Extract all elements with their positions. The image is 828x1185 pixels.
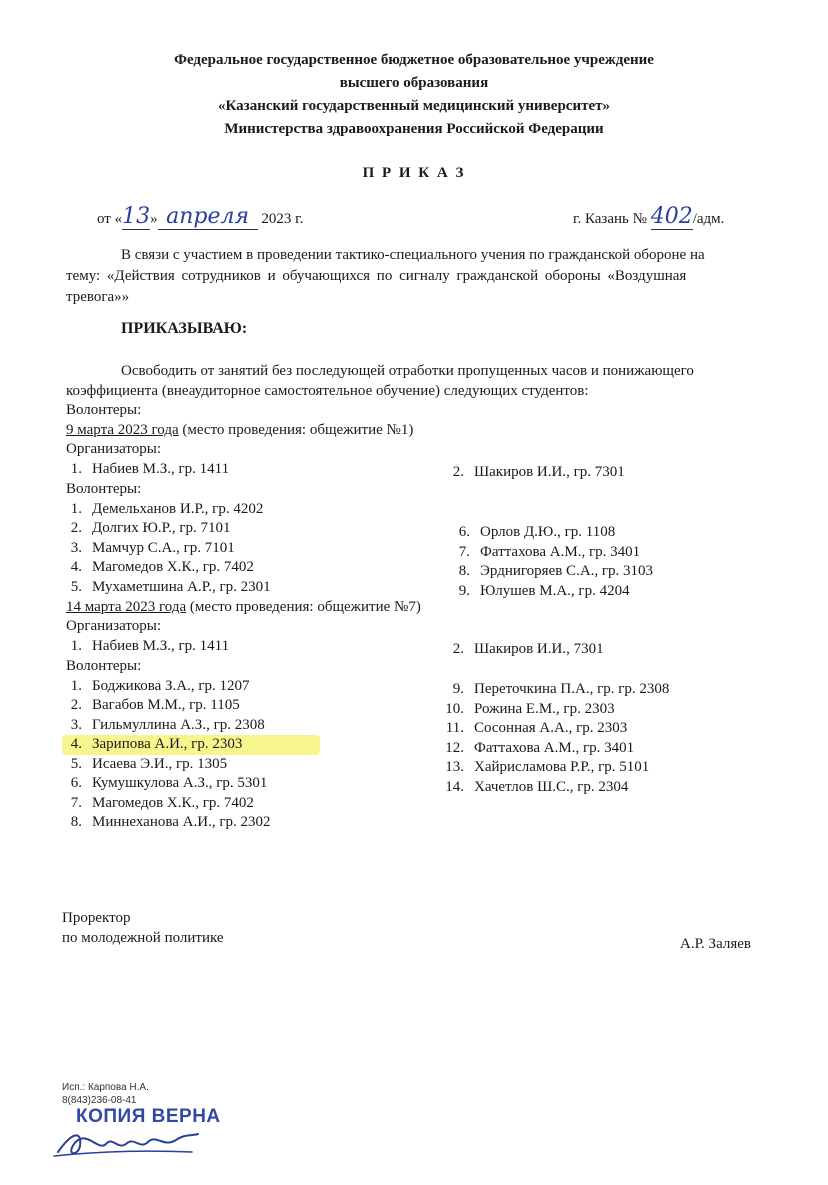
event2-volunteer-item: 6. Кумушкулова А.З., гр. 5301 [70,775,268,791]
event2-volunteer-item: 7. Магомедов Х.К., гр. 7402 [70,795,254,811]
event2-volunteer-item-highlighted: 4. Зарипова А.И., гр. 2303 [70,736,243,752]
event1-header [66,422,413,439]
institution-line-3: «Казанский государственный медицинский университет» [218,98,610,114]
handwritten-day: 13 [122,204,151,229]
handwritten-number: 402 [650,204,693,229]
event2-volunteer-item: 1. Боджикова З.А., гр. 1207 [70,678,250,694]
event2-volunteer-item: 3. Гильмуллина А.З., гр. 2308 [70,717,265,733]
event1-volunteer-item: 4. Магомедов Х.К., гр. 7402 [70,559,254,575]
event2-date: 14 марта 2023 года [66,599,187,615]
handwritten-month: апреля [158,204,258,230]
executor-phone: 8(843)236-08-41 [62,1095,137,1106]
event2-volunteer-item: 5. Исаева Э.И., гр. 1305 [70,756,228,772]
event1-volunteer-item: 1. Демельханов И.Р., гр. 4202 [70,501,264,517]
event1-place: (место проведения: общежитие №1) [178,422,414,438]
date-year: 2023 г. [261,211,304,227]
event2-volunteer-item: 12. Фаттахова А.М., гр. 3401 [445,740,635,756]
volunteers-heading: Волонтеры: [66,402,142,418]
date-prefix: от « [97,211,123,227]
event2-place: (место проведения: общежитие №7) [186,599,421,615]
institution-line-2: высшего образования [339,75,489,91]
event1-volunteer-item: 7. Фаттахова А.М., гр. 3401 [458,544,641,560]
order-date [97,204,303,230]
event2-volunteer-item: 14. Хачетлов Ш.С., гр. 2304 [445,779,629,795]
copy-certified-stamp: КОПИЯ ВЕРНА [76,1106,221,1127]
event1-volunteer-item: 3. Мамчур С.А., гр. 7101 [70,540,235,556]
event2-volunteer-item: 10. Рожина Е.М., гр. 2303 [445,701,615,717]
command-heading: ПРИКАЗЫВАЮ: [121,320,248,337]
event1-volunteer-item: 2. Долгих Ю.Р., гр. 7101 [70,520,231,536]
event2-organizer-item: 1. Набиев М.З., гр. 1411 [70,638,230,654]
event2-volunteers-label: Волонтеры: [66,658,142,674]
event2-volunteer-item: 11. Сосонная А.А., гр. 2303 [445,720,628,736]
signatory-name: А.Р. Заляев [680,936,751,952]
order-number [573,204,724,230]
event1-volunteer-item: 8. Эрднигоряев С.А., гр. 3103 [458,563,654,579]
handwritten-signature-icon [52,1122,202,1162]
instruction-line-2: коэффициента (внеаудиторное самостоятельное обучение) следующих студентов: [66,383,589,399]
executor-name: Исп.: Карпова Н.А. [62,1082,149,1093]
date-mid: » [150,211,158,227]
event2-volunteer-item: 8. Миннеханова А.И., гр. 2302 [70,814,271,830]
event2-volunteer-item: 9. Переточкина П.А., гр. гр. 2308 [452,681,670,697]
preamble-line-2: тему: «Действия сотрудников и обучающихся по сигналу гражданской обороны «Воздушная [66,268,687,284]
city-prefix: г. Казань № [573,211,647,227]
signatory-position-2: по молодежной политике [62,930,224,946]
event2-volunteer-item: 2. Вагабов М.М., гр. 1105 [70,697,240,713]
event1-organizer-item: 1. Набиев М.З., гр. 1411 [70,461,230,477]
event1-volunteer-item: 5. Мухаметшина А.Р., гр. 2301 [70,579,271,595]
institution-line-4: Министерства здравоохранения Российской Федерации [224,121,604,137]
event1-volunteer-item: 9. Юлушев М.А., гр. 4204 [458,583,630,599]
event2-volunteer-item: 13. Хайрисламова Р.Р., гр. 5101 [445,759,650,775]
preamble-line-3: тревога»» [66,289,130,305]
event1-volunteers-label: Волонтеры: [66,481,142,497]
signatory-position-1: Проректор [62,910,131,926]
number-suffix: /адм. [692,211,725,227]
event1-date: 9 марта 2023 года [66,422,179,438]
order-title: П Р И К А З [362,165,466,181]
event1-organizers-label: Организаторы: [66,441,161,457]
event1-organizer-item: 2. Шакиров И.И., гр. 7301 [452,464,625,480]
event2-header [66,599,421,616]
event1-volunteer-item: 6. Орлов Д.Ю., гр. 1108 [458,524,616,540]
instruction-line-1: Освободить от занятий без последующей отработки пропущенных часов и понижающего [121,363,694,379]
event2-organizer-item: 2. Шакиров И.И., 7301 [452,641,604,657]
preamble-line-1: В связи с участием в проведении тактико-специального учения по гражданской обороне на [121,247,705,263]
event2-organizers-label: Организаторы: [66,618,161,634]
institution-line-1: Федеральное государственное бюджетное образовательное учреждение [174,52,654,68]
